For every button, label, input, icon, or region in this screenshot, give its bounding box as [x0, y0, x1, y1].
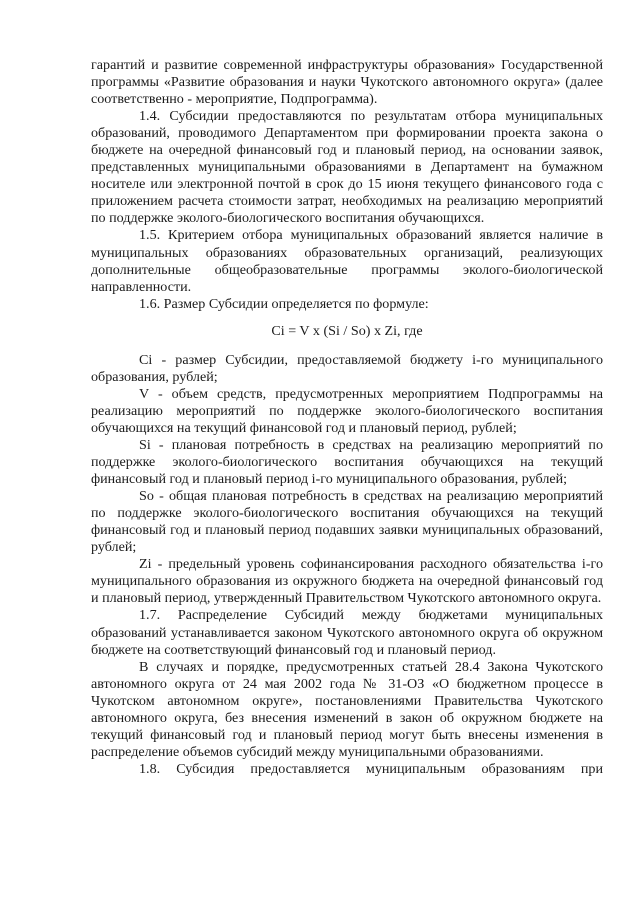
paragraph-1-4: 1.4. Субсидии предоставляются по результатам отбора муниципальных образований, проводимого Департаментом при формировании проекта закона о бюджете на очередной финансовый год и плановый период, на основании заявок, представленных муниципальными образованиями в Департамент на бумажном носителе или электронной почтой в срок до 15 июня текущего финансового года с приложением расчета стоимости затрат, необходимых на реализацию мероприятий по поддержке эколого-биологического воспитания обучающихся.: [91, 108, 603, 227]
paragraph-redistribution: В случаях и порядке, предусмотренных статьей 28.4 Закона Чукотского автономного округа от 24 мая 2002 года № 31-ОЗ «О бюджетном процессе в Чукотском автономном округе», постановлениями Правительства Чукотского автономного округа, без внесения изменений в закон об окружном бюджете на текущий финансовый год и плановый период могут быть внесены изменения в распределение объемов субсидий между муниципальными образованиями.: [91, 658, 603, 760]
paragraph-continuation: гарантий и развитие современной инфраструктуры образования» Государственной программы «Развитие образования и науки Чукотского автономного округа» (далее соответственно - мероприятие, Подпрограмма).: [91, 57, 603, 108]
definition-ci: Ci - размер Субсидии, предоставляемой бюджету i-го муниципального образования, рублей;: [91, 351, 603, 385]
document-body: [91, 57, 603, 778]
paragraph-1-5: 1.5. Критерием отбора муниципальных образований является наличие в муниципальных образованиях образовательных организаций, реализующих дополнительные общеобразовательные программы эколого-биологической направленности.: [91, 227, 603, 295]
definition-zi: Zi - предельный уровень софинансирования расходного обязательства i-го муниципального образования из окружного бюджета на очередной финансовый год и плановый период, утвержденный Правительством Чукотского автономного округа.: [91, 556, 603, 607]
definition-v: V - объем средств, предусмотренных мероприятием Подпрограммы на реализацию мероприятий по поддержке эколого-биологического воспитания обучающихся на текущий финансовой год и плановый период, рублей;: [91, 385, 603, 436]
paragraph-1-7: 1.7. Распределение Субсидий между бюджетами муниципальных образований устанавливается законом Чукотского автономного округа об окружном бюджете на соответствующий финансовый год и плановый период.: [91, 607, 603, 658]
definition-so: So - общая плановая потребность в средствах на реализацию мероприятий по поддержке эколого-биологического воспитания обучающихся на текущий финансовый год и плановый период подавших заявки муниципальных образований, рублей;: [91, 488, 603, 556]
subsidy-formula: Ci = V x (Si / So) x Zi, где: [271, 322, 423, 339]
paragraph-1-6: 1.6. Размер Субсидии определяется по формуле:: [139, 295, 429, 312]
definition-si: Si - плановая потребность в средствах на реализацию мероприятий по поддержке эколого-биологического воспитания обучающихся на текущий финансовый год и плановый период i-го муниципального образования, рублей;: [91, 436, 603, 488]
paragraph-1-8: 1.8. Субсидия предоставляется муниципальным образованиям при: [139, 760, 603, 777]
